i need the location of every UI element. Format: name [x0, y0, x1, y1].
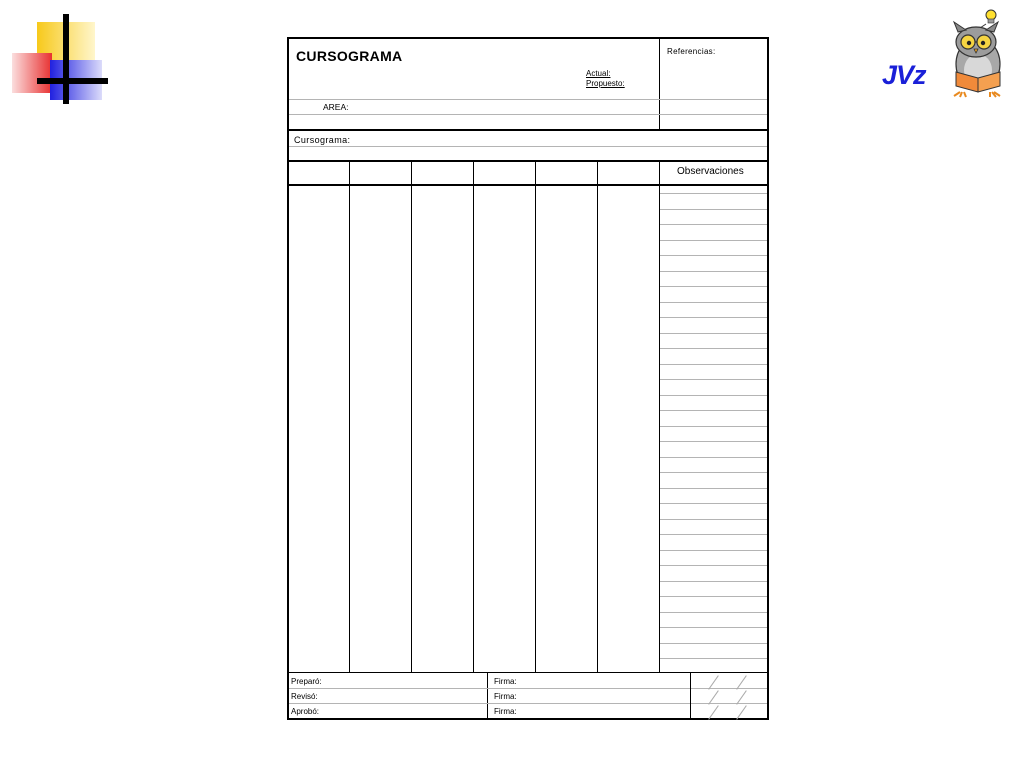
- observaciones-rule: [660, 333, 767, 334]
- observaciones-rule: [660, 426, 767, 427]
- colored-squares-crosshair-icon: [0, 0, 120, 110]
- brand-logo-text: JVz: [882, 60, 926, 90]
- observaciones-rule: [660, 364, 767, 365]
- observaciones-rule: [660, 457, 767, 458]
- observaciones-rule: [660, 472, 767, 473]
- owl-reading-book-icon: [944, 6, 1016, 98]
- prepared-by-label: Preparó:: [291, 677, 322, 686]
- observaciones-rule: [660, 193, 767, 194]
- observaciones-rule: [660, 410, 767, 411]
- observaciones-rule: [660, 658, 767, 659]
- observaciones-rule: [660, 503, 767, 504]
- area-label: AREA:: [323, 102, 349, 112]
- observaciones-rule: [660, 209, 767, 210]
- observaciones-rule: [660, 271, 767, 272]
- form-title: CURSOGRAMA: [296, 48, 403, 64]
- observaciones-rule: [660, 627, 767, 628]
- observaciones-rule: [660, 643, 767, 644]
- observaciones-rule: [660, 317, 767, 318]
- observaciones-rule: [660, 565, 767, 566]
- observaciones-rule: [660, 240, 767, 241]
- observaciones-rule: [660, 441, 767, 442]
- observaciones-rule: [660, 395, 767, 396]
- observaciones-rule: [660, 286, 767, 287]
- observaciones-rule: [660, 550, 767, 551]
- observaciones-rule: [660, 348, 767, 349]
- prepared-signature-label: Firma:: [494, 677, 517, 686]
- approved-by-label: Aprobó:: [291, 707, 320, 716]
- observaciones-rule: [660, 519, 767, 520]
- propuesto-label: Propuesto:: [586, 79, 625, 88]
- observaciones-rule: [660, 224, 767, 225]
- observaciones-rule: [660, 581, 767, 582]
- cursograma-form: [287, 37, 769, 720]
- referencias-label: Referencias:: [667, 47, 716, 56]
- observaciones-rule: [660, 534, 767, 535]
- approved-signature-label: Firma:: [494, 707, 517, 716]
- reviewed-by-label: Revisó:: [291, 692, 318, 701]
- observaciones-rule: [660, 379, 767, 380]
- cursograma-label: Cursograma:: [294, 135, 351, 145]
- observaciones-rule: [660, 255, 767, 256]
- observaciones-header: Observaciones: [677, 166, 744, 177]
- observaciones-rule: [660, 596, 767, 597]
- actual-label: Actual:: [586, 69, 611, 78]
- observaciones-rule: [660, 302, 767, 303]
- observaciones-rule: [660, 488, 767, 489]
- reviewed-signature-label: Firma:: [494, 692, 517, 701]
- observaciones-rule: [660, 612, 767, 613]
